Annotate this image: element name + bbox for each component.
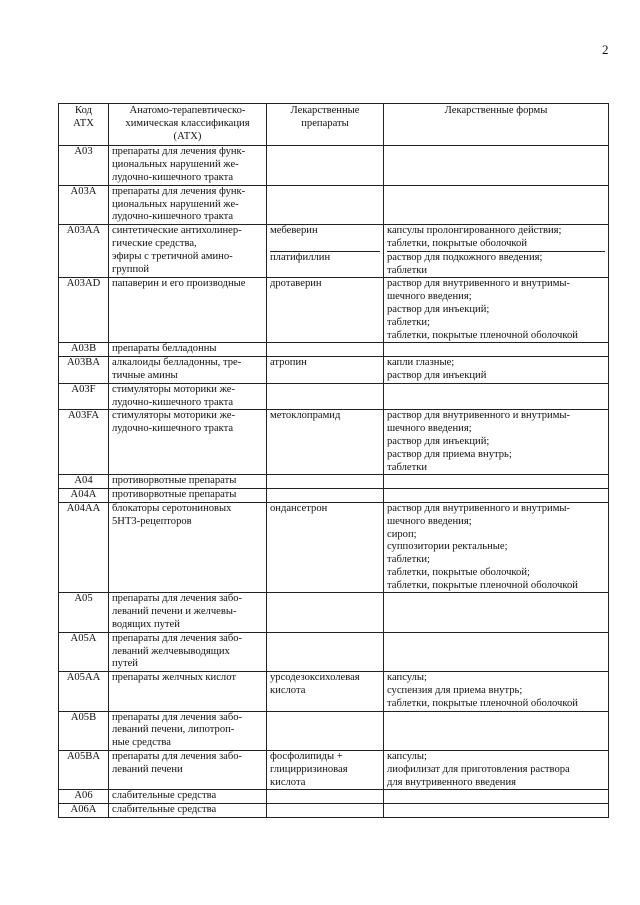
blank-line bbox=[270, 554, 380, 567]
table-row bbox=[59, 410, 609, 475]
classification-cell bbox=[109, 185, 267, 224]
classification-line: препараты для лечения забо- bbox=[112, 751, 243, 763]
blank-line bbox=[270, 698, 380, 711]
drug-cell bbox=[267, 410, 384, 475]
classification-line: леваний печени и желчевы- bbox=[112, 606, 237, 618]
dosage-form-line: капсулы; bbox=[387, 751, 427, 763]
dosage-forms-cell bbox=[384, 502, 609, 593]
table-row bbox=[59, 146, 609, 185]
classification-cell bbox=[109, 502, 267, 593]
drug-name-line: платифиллин bbox=[270, 251, 331, 263]
dosage-forms-cell bbox=[384, 185, 609, 224]
atx-code-cell: A03B bbox=[59, 343, 109, 357]
classification-line: леваний печени bbox=[112, 763, 183, 775]
drug-cell bbox=[267, 475, 384, 489]
classification-line: алкалоиды белладонны, тре- bbox=[112, 357, 242, 369]
blank-line bbox=[270, 238, 380, 252]
dosage-forms-cell bbox=[384, 383, 609, 410]
blank-line bbox=[270, 304, 380, 317]
dosage-forms-cell bbox=[384, 278, 609, 343]
header-line: препараты bbox=[301, 117, 349, 129]
classification-line: стимуляторы моторики же- bbox=[112, 383, 236, 395]
dosage-forms-cell bbox=[384, 146, 609, 185]
dosage-forms-cell bbox=[384, 593, 609, 632]
dosage-form-line: таблетки, покрытые пленочной оболочкой bbox=[387, 579, 578, 591]
blank-line bbox=[270, 370, 380, 383]
dosage-forms-cell bbox=[384, 475, 609, 489]
header-drugs bbox=[267, 104, 384, 146]
classification-line: синтетические антихолинер- bbox=[112, 225, 242, 237]
dosage-form-line: сироп; bbox=[387, 528, 417, 540]
classification-line: водящих путей bbox=[112, 619, 180, 631]
dosage-form-line: лиофилизат для приготовления раствора bbox=[387, 763, 570, 775]
dosage-forms-cell bbox=[384, 489, 609, 503]
table-row bbox=[59, 383, 609, 410]
atx-code-cell: A04A bbox=[59, 489, 109, 503]
atx-code-cell: A05 bbox=[59, 593, 109, 632]
header-line: (АТХ) bbox=[173, 130, 202, 142]
table-row bbox=[59, 502, 609, 593]
classification-line: циональных нарушений же- bbox=[112, 198, 239, 210]
dosage-form-line: суспензия для приема внутрь; bbox=[387, 685, 523, 697]
dosage-form-line: раствор для внутривенного и внутримы- bbox=[387, 502, 571, 514]
drug-cell bbox=[267, 343, 384, 357]
page-number: 2 bbox=[602, 42, 609, 57]
header-line: химическая классификация bbox=[125, 117, 250, 129]
atx-code-cell: A06A bbox=[59, 804, 109, 818]
drug-cell bbox=[267, 278, 384, 343]
drug-cell bbox=[267, 672, 384, 711]
dosage-forms-cell bbox=[384, 672, 609, 711]
atx-code-cell: A03F bbox=[59, 383, 109, 410]
dosage-form-line: таблетки; bbox=[387, 554, 430, 566]
drug-name-line: урсодезоксихолевая bbox=[270, 672, 360, 684]
dosage-form-line: раствор для инъекций; bbox=[387, 303, 490, 315]
atx-code-cell: A06 bbox=[59, 790, 109, 804]
classification-line: гические средства, bbox=[112, 237, 197, 249]
classification-line: эфиры с третичной амино- bbox=[112, 250, 233, 262]
classification-line: тичные амины bbox=[112, 369, 178, 381]
blank-line bbox=[270, 423, 380, 436]
classification-cell bbox=[109, 357, 267, 384]
drug-name-line: фосфолипиды + bbox=[270, 751, 343, 763]
classification-line: путей bbox=[112, 658, 138, 670]
blank-line bbox=[270, 529, 380, 542]
blank-line bbox=[270, 580, 380, 593]
classification-line: препараты для лечения забо- bbox=[112, 632, 243, 644]
header-line: Код bbox=[75, 105, 92, 116]
classification-cell bbox=[109, 711, 267, 750]
classification-line: группой bbox=[112, 263, 150, 275]
drug-cell bbox=[267, 357, 384, 384]
classification-cell bbox=[109, 489, 267, 503]
blank-line bbox=[270, 265, 380, 278]
classification-line: ные средства bbox=[112, 737, 171, 749]
atx-code-cell: A03 bbox=[59, 146, 109, 185]
table-row bbox=[59, 357, 609, 384]
dosage-forms-cell bbox=[384, 751, 609, 790]
table-row bbox=[59, 804, 609, 818]
blank-line bbox=[270, 567, 380, 580]
dosage-form-line: шечного введения; bbox=[387, 423, 472, 435]
dosage-form-line: таблетки, покрытые пленочной оболочкой bbox=[387, 329, 578, 341]
dosage-forms-cell bbox=[384, 357, 609, 384]
header-classification bbox=[109, 104, 267, 146]
dosage-form-line: таблетки bbox=[387, 264, 428, 276]
dosage-form-line: раствор для приема внутрь; bbox=[387, 448, 512, 460]
atx-classification-table bbox=[58, 103, 609, 818]
classification-line: препараты белладонны bbox=[112, 343, 217, 355]
drug-name-line: кислота bbox=[270, 776, 306, 788]
atx-code-cell: A05AA bbox=[59, 672, 109, 711]
classification-cell bbox=[109, 343, 267, 357]
classification-line: противорвотные препараты bbox=[112, 475, 237, 487]
classification-line: лудочно-кишечного тракта bbox=[112, 211, 234, 223]
dosage-form-line: раствор для инъекций bbox=[387, 369, 487, 381]
classification-cell bbox=[109, 146, 267, 185]
table-body bbox=[59, 146, 609, 818]
drug-cell bbox=[267, 225, 384, 278]
dosage-form-line: шечного введения; bbox=[387, 291, 472, 303]
dosage-forms-cell bbox=[384, 225, 609, 278]
dosage-forms-cell bbox=[384, 343, 609, 357]
atx-code-cell: A05BA bbox=[59, 751, 109, 790]
classification-line: леваний желчевыводящих bbox=[112, 645, 230, 657]
classification-line: лудочно-кишечного тракта bbox=[112, 171, 234, 183]
atx-code-cell: A03A bbox=[59, 185, 109, 224]
classification-cell bbox=[109, 593, 267, 632]
table-row bbox=[59, 790, 609, 804]
blank-line bbox=[270, 436, 380, 449]
dosage-form-line: суппозитории ректальные; bbox=[387, 541, 508, 553]
header-forms bbox=[384, 104, 609, 146]
atx-code-cell: A03AD bbox=[59, 278, 109, 343]
header-line: АТХ bbox=[73, 117, 94, 129]
drug-name-line: глицирризиновая bbox=[270, 763, 348, 775]
drug-cell bbox=[267, 489, 384, 503]
classification-line: противорвотные препараты bbox=[112, 489, 237, 501]
classification-line: препараты для лечения функ- bbox=[112, 185, 246, 197]
dosage-forms-cell bbox=[384, 410, 609, 475]
classification-line: слабительные средства bbox=[112, 804, 217, 816]
classification-line: лудочно-кишечного тракта bbox=[112, 423, 234, 435]
drug-cell bbox=[267, 593, 384, 632]
classification-line: лудочно-кишечного тракта bbox=[112, 396, 234, 408]
dosage-form-line: таблетки, покрытые пленочной оболочкой bbox=[387, 697, 578, 709]
classification-cell bbox=[109, 410, 267, 475]
blank-line bbox=[270, 462, 380, 475]
classification-line: леваний печени, липотроп- bbox=[112, 724, 235, 736]
dosage-forms-cell bbox=[384, 804, 609, 818]
table-row bbox=[59, 672, 609, 711]
classification-cell bbox=[109, 790, 267, 804]
atx-code-cell: A04 bbox=[59, 475, 109, 489]
classification-line: препараты для лечения забо- bbox=[112, 711, 243, 723]
blank-line bbox=[270, 449, 380, 462]
drug-cell bbox=[267, 146, 384, 185]
blank-line bbox=[270, 516, 380, 529]
dosage-form-line: шечного введения; bbox=[387, 515, 472, 527]
dosage-form-line: таблетки, покрытые оболочкой bbox=[387, 238, 605, 252]
classification-line: стимуляторы моторики же- bbox=[112, 410, 236, 422]
atx-code-cell: A03AA bbox=[59, 225, 109, 278]
classification-cell bbox=[109, 751, 267, 790]
atx-code-cell: A04AA bbox=[59, 502, 109, 593]
classification-line: слабительные средства bbox=[112, 790, 217, 802]
table-row bbox=[59, 632, 609, 671]
drug-name-line: атропин bbox=[270, 357, 307, 369]
dosage-form-line: раствор для инъекций; bbox=[387, 435, 490, 447]
header-line: Лекарственные формы bbox=[444, 105, 548, 116]
atx-code-cell: A03FA bbox=[59, 410, 109, 475]
classification-cell bbox=[109, 475, 267, 489]
table-row bbox=[59, 185, 609, 224]
drug-cell bbox=[267, 711, 384, 750]
drug-cell bbox=[267, 804, 384, 818]
drug-name-line: кислота bbox=[270, 685, 306, 697]
dosage-form-line: раствор для внутривенного и внутримы- bbox=[387, 410, 571, 422]
header-line: Лекарственные bbox=[290, 105, 360, 116]
table-row bbox=[59, 593, 609, 632]
classification-line: препараты желчных кислот bbox=[112, 672, 236, 684]
drug-cell bbox=[267, 751, 384, 790]
drug-name-line: ондансетрон bbox=[270, 502, 328, 514]
classification-cell bbox=[109, 804, 267, 818]
classification-cell bbox=[109, 383, 267, 410]
dosage-form-line: таблетки bbox=[387, 461, 428, 473]
classification-line: циональных нарушений же- bbox=[112, 159, 239, 171]
drug-cell bbox=[267, 502, 384, 593]
drug-name-line: метоклопрамид bbox=[270, 410, 341, 422]
blank-line bbox=[270, 291, 380, 304]
dosage-form-line: таблетки; bbox=[387, 316, 430, 328]
drug-cell bbox=[267, 632, 384, 671]
dosage-form-line: капли глазные; bbox=[387, 357, 455, 369]
classification-line: препараты для лечения функ- bbox=[112, 146, 246, 158]
header-line: Анатомо-терапевтическо- bbox=[129, 105, 246, 116]
classification-line: 5HT3-рецепторов bbox=[112, 515, 192, 527]
atx-code-cell: A05A bbox=[59, 632, 109, 671]
atx-code-cell: A03BA bbox=[59, 357, 109, 384]
blank-line bbox=[270, 541, 380, 554]
drug-name-line: дротаверин bbox=[270, 278, 322, 290]
dosage-form-line: капсулы пролонгированного действия; bbox=[387, 225, 562, 237]
dosage-forms-cell bbox=[384, 790, 609, 804]
classification-cell bbox=[109, 672, 267, 711]
drug-name-line: мебеверин bbox=[270, 225, 318, 237]
table-row bbox=[59, 343, 609, 357]
dosage-form-line: таблетки, покрытые оболочкой; bbox=[387, 566, 530, 578]
table-row bbox=[59, 711, 609, 750]
table-header-row bbox=[59, 104, 609, 146]
dosage-form-line: раствор для подкожного введения; bbox=[387, 251, 543, 263]
table-row bbox=[59, 489, 609, 503]
dosage-form-line: капсулы; bbox=[387, 672, 427, 684]
dosage-form-line: для внутривенного введения bbox=[387, 776, 517, 788]
classification-cell bbox=[109, 225, 267, 278]
header-code bbox=[59, 104, 109, 146]
drug-cell bbox=[267, 383, 384, 410]
table-row bbox=[59, 278, 609, 343]
dosage-forms-cell bbox=[384, 632, 609, 671]
classification-cell bbox=[109, 278, 267, 343]
classification-line: препараты для лечения забо- bbox=[112, 593, 243, 605]
table-row bbox=[59, 475, 609, 489]
table-row bbox=[59, 751, 609, 790]
blank-line bbox=[270, 330, 380, 343]
classification-cell bbox=[109, 632, 267, 671]
drug-cell bbox=[267, 185, 384, 224]
classification-line: папаверин и его производные bbox=[112, 278, 246, 290]
atx-code-cell: A05B bbox=[59, 711, 109, 750]
dosage-form-line: раствор для внутривенного и внутримы- bbox=[387, 278, 571, 290]
blank-line bbox=[270, 317, 380, 330]
classification-line: блокаторы серотониновых bbox=[112, 502, 232, 514]
dosage-forms-cell bbox=[384, 711, 609, 750]
table-row bbox=[59, 225, 609, 278]
drug-cell bbox=[267, 790, 384, 804]
